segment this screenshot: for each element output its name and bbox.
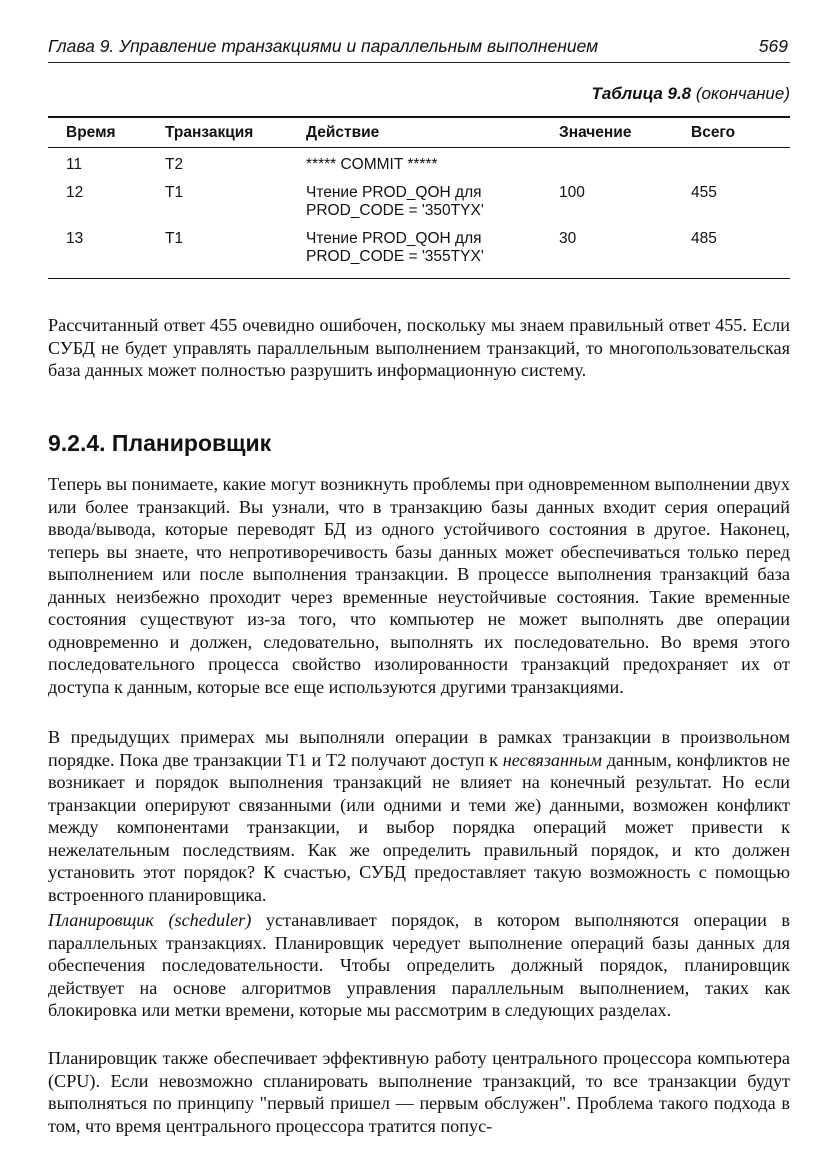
emphasized-term: Планировщик (scheduler): [48, 910, 252, 930]
cell-value: [559, 148, 691, 177]
cell-action: [306, 148, 559, 177]
table-caption: [591, 84, 790, 104]
chapter-title: Глава 9. Управление транзакциями и параллельным выполнением: [48, 36, 599, 56]
table-row: [48, 148, 790, 177]
running-header: [48, 36, 788, 57]
cell-time: 11: [66, 156, 83, 173]
cell-transaction: T2: [165, 156, 184, 173]
paragraph: Теперь вы понимаете, какие могут возникнуть проблемы при одновременном выполнении двух или более транзакций. Вы узнали, что в транзакцию базы данных входит серия операций ввода/вывода, которые переводят БД из одного устойчивого состояния в другое. Наконец, теперь вы знаете, что непротиворечивость базы данных может обеспечиваться только перед выполнением или после выполнения транзакции. В процессе выполнения транзакций база данных неизбежно проходит через временные неустойчивые состояния. Такие временные состояния существуют из-за того, что компьютер не может выполнять две операции одновременно и должен, следовательно, выполнять их последовательно. Во время этого последовательного процесса свойство изолированности транзакций предохраняет их от доступа к данным, которые все еще используются другими транзакциями.: [48, 474, 790, 697]
table-row: [48, 176, 790, 222]
emphasized-term: несвязанным: [502, 749, 602, 770]
header-rule: [48, 62, 790, 63]
paragraph: Планировщик также обеспечивает эффективную работу центрального процессора компьютера (CPU). Если невозможно спланировать выполнение транзакций, то все транзакции будут выполняться по принципу "первый пришел — первым обслужен". Проблема такого подхода в том, что время центрального процессора тратится попус-: [48, 1048, 790, 1136]
cell-value: 30: [559, 222, 691, 279]
cell-action: [306, 176, 559, 222]
table-caption-number: Таблица 9.8: [591, 84, 692, 103]
action-line: ***** COMMIT *****: [306, 156, 438, 173]
table-caption-note: (окончание): [691, 84, 790, 103]
paragraph-text: устанавливает порядок, в котором выполняются операции в параллельных транзакциях. Планировщик чередует выполнение операций базы данных для обеспечения последовательности. Чтобы определить должный порядок, планировщик действует на основе алгоритмов управления параллельным выполнением, таких как блокировка или метки времени, которые мы рассмотрим в следующих разделах.: [48, 910, 791, 1020]
cell-total: [691, 148, 790, 177]
column-header-time: Время: [48, 117, 165, 148]
action-line: PROD_CODE = '350TYX': [306, 202, 484, 219]
cell-total: 485: [691, 222, 790, 279]
page-number: 569: [758, 36, 788, 56]
cell-time: 12: [66, 184, 84, 201]
action-line: PROD_CODE = '355TYX': [306, 248, 484, 265]
paragraph: Рассчитанный ответ 455 очевидно ошибочен, поскольку мы знаем правильный ответ 455. Если СУБД не будет управлять параллельным выполнением транзакций, то многопользовательская база данных может полностью разрушить информационную систему.: [48, 315, 790, 380]
section-heading: 9.2.4. Планировщик: [48, 430, 272, 456]
table-header-row: [48, 117, 790, 148]
column-header-transaction: Транзакция: [165, 117, 306, 148]
column-header-total: Всего: [691, 117, 790, 148]
cell-transaction: T1: [165, 184, 184, 201]
column-header-value: Значение: [559, 117, 691, 148]
paragraph: [48, 909, 790, 1022]
cell-time: 13: [48, 222, 165, 279]
cell-transaction: T1: [165, 222, 306, 279]
action-line: Чтение PROD_QOH для: [306, 184, 482, 201]
transaction-table: [48, 116, 790, 279]
paragraph-text: данным, конфликтов не возникает и порядок выполнения транзакций не влияет на конечный результат. Но если транзакции оперируют связанными (или одними и теми же) данными, возможен конфликт между компонентами транзакции, и выбор порядка операций может привести к нежелательным последствиям. Как же определить правильный порядок, и кто должен установить этот порядок? К счастью, СУБД предоставляет такую возможность с помощью встроенного планировщика.: [48, 749, 790, 905]
cell-action: [306, 222, 559, 279]
cell-total: 455: [691, 184, 717, 201]
column-header-action: Действие: [306, 117, 559, 148]
action-line: Чтение PROD_QOH для: [306, 230, 482, 247]
paragraph: [48, 726, 790, 906]
paragraph-text: В предыдущих примерах мы выполняли операции в рамках транзакции в произвольном порядке. Пока две транзакции T1 и T2 получают доступ к: [48, 727, 790, 770]
cell-value: 100: [559, 184, 585, 201]
table-row: [48, 222, 790, 279]
